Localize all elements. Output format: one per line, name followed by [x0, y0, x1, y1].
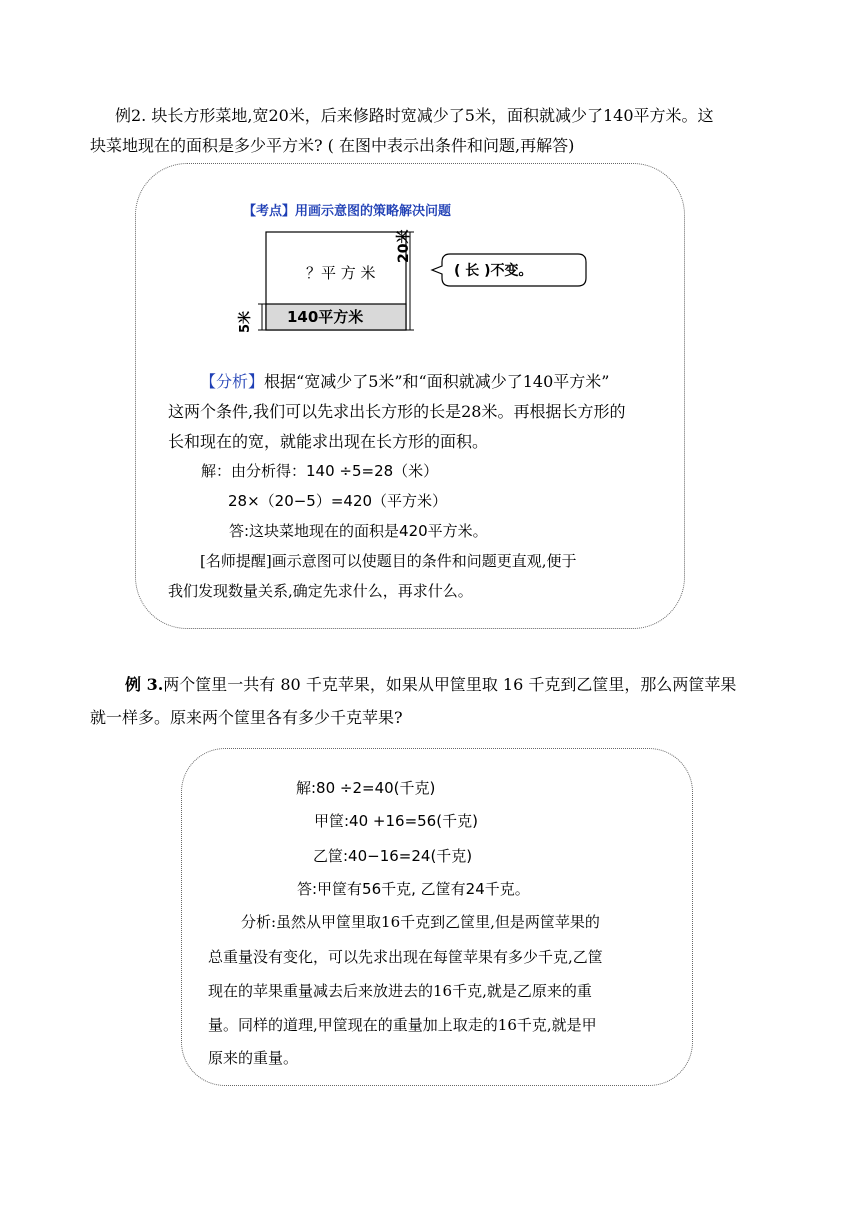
ex3-solution-yi: 乙筐:40−16=24(千克)	[313, 847, 473, 865]
example3-text1: 两个筐里一共有 80 千克苹果，如果从甲筐里取 16 千克到乙筐里，那么两筐苹果	[163, 675, 737, 694]
example3-question-line1	[125, 670, 736, 700]
ex3-analysis-line4: 量。同样的道理,甲筐现在的重量加上取走的16千克,就是甲	[208, 1016, 597, 1034]
ex3-analysis-line2: 总重量没有变化，可以先求出现在每筐苹果有多少千克,乙筐	[208, 948, 603, 966]
example2-question-line2: 块菜地现在的面积是多少平方米? ( 在图中表示出条件和问题,再解答)	[90, 136, 575, 155]
teacher-tip-line2: 我们发现数量关系,确定先求什么，再求什么。	[168, 582, 473, 600]
ex3-solution-step1: 解:80 ÷2=40(千克)	[296, 779, 436, 797]
fenxi-line2: 这两个条件,我们可以先求出长方形的长是28米。再根据长方形的	[168, 402, 626, 421]
fenxi-tag: 【分析】	[200, 372, 265, 391]
width-label: 20米	[396, 229, 412, 263]
ex3-analysis-line1: 分析:虽然从甲筐里取16千克到乙筐里,但是两筐苹果的	[241, 913, 600, 931]
solution-step1: 解：由分析得：140 ÷5=28（米）	[201, 462, 439, 480]
fenxi-line1	[200, 367, 609, 397]
unknown-area-label: ？平 方 米	[306, 264, 376, 282]
example2-question-line1: 例2. 块长方形菜地,宽20米，后来修路时宽减少了5米，面积就减少了140平方米。这	[115, 106, 714, 125]
ex3-analysis-line3: 现在的苹果重量减去后来放进去的16千克,就是乙原来的重	[208, 982, 592, 1000]
solution-step2: 28×（20−5）=420（平方米）	[228, 492, 448, 510]
reduce-label: 5米	[238, 310, 253, 333]
reduced-area-label: 140平方米	[287, 308, 364, 326]
solution-answer: 答:这块菜地现在的面积是420平方米。	[229, 522, 488, 540]
ex3-solution-jia: 甲筐:40 +16=56(千克)	[314, 812, 478, 830]
kaodian-text: 用画示意图的策略解决问题	[295, 204, 452, 219]
bubble-text: ( 长 )不变。	[454, 263, 533, 279]
example3-question-line2: 就一样多。原来两个筐里各有多少千克苹果?	[90, 708, 403, 727]
ex3-analysis-line5: 原来的重量。	[208, 1049, 299, 1067]
kaodian-line	[243, 200, 451, 219]
teacher-tip-line1: [名师提醒]画示意图可以使题目的条件和问题更直观,便于	[200, 552, 577, 570]
kaodian-tag: 【考点】	[243, 204, 296, 219]
example3-label: 例 3.	[125, 675, 164, 694]
fenxi-line3: 长和现在的宽，就能求出现在长方形的面积。	[168, 432, 489, 451]
fenxi-text1: 根据“宽减少了5米”和“面积就减少了140平方米”	[264, 372, 610, 391]
ex3-solution-answer: 答:甲筐有56千克, 乙筐有24千克。	[297, 880, 530, 898]
